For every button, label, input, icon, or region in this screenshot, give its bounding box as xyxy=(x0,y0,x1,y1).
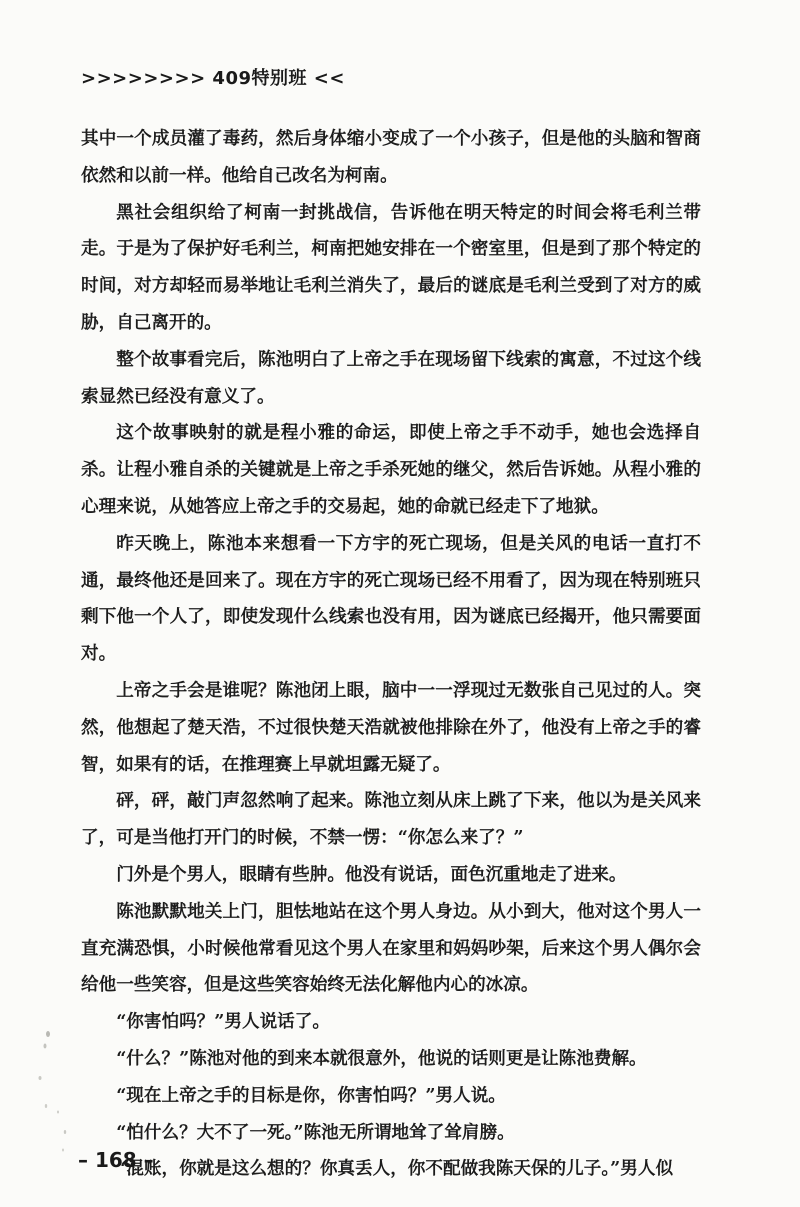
speck xyxy=(39,1076,42,1080)
speck xyxy=(62,1149,64,1152)
paragraph: “现在上帝之手的目标是你，你害怕吗？”男人说。 xyxy=(116,1084,506,1106)
paragraph: 这个故事映射的就是程小雅的命运，即使上帝之手不动手，她也会选择自杀。让程小雅自杀的关键就是上帝之手杀死她的继父，然后告诉她。从程小雅的心理来说，从她答应上帝之手的交易起，她的命就已经走下了地狱。 xyxy=(81,422,701,517)
paragraph: “什么？”陈池对他的到来本就很意外，他说的话则更是让陈池费解。 xyxy=(116,1047,647,1069)
speck xyxy=(46,1031,50,1037)
paragraph: 黑社会组织给了柯南一封挑战信，告诉他在明天特定的时间会将毛利兰带走。于是为了保护好毛利兰，柯南把她安排在一个密室里，但是到了那个特定的时间，对方却轻而易举地让毛利兰消失了，最后的谜底是毛利兰受到了对方的威胁，自己离开的。 xyxy=(81,201,701,333)
paragraph: “混账，你就是这么想的？你真丢人，你不配做我陈天保的儿子。”男人似 xyxy=(116,1158,674,1180)
paragraph: 门外是个男人，眼睛有些肿。他没有说话，面色沉重地走了进来。 xyxy=(116,863,627,885)
body-text xyxy=(81,121,701,1188)
paragraph: “怕什么？大不了一死。”陈池无所谓地耸了耸肩膀。 xyxy=(116,1121,515,1143)
paragraph: 陈池默默地关上门，胆怯地站在这个男人身边。从小到大，他对这个男人一直充满恐惧，小时候他常看见这个男人在家里和妈妈吵架，后来这个男人偶尔会给他一些笑容，但是这些笑容始终无法化解他内心的冰凉。 xyxy=(81,900,701,996)
paragraph: 上帝之手会是谁呢？陈池闭上眼，脑中一一浮现过无数张自己见过的人。突然，他想起了楚天浩，不过很快楚天浩就被他排除在外了，他没有上帝之手的睿智，如果有的话，在推理赛上早就坦露无疑了。 xyxy=(81,679,701,775)
running-header: >>>>>>>> 409特别班 << xyxy=(81,68,345,89)
paragraph: 整个故事看完后，陈池明白了上帝之手在现场留下线索的寓意，不过这个线索显然已经没有意义了。 xyxy=(81,348,701,407)
speck xyxy=(45,1104,47,1108)
speck xyxy=(57,1111,59,1114)
scan-specks xyxy=(30,1020,70,1160)
speck xyxy=(64,1130,66,1134)
paragraph: 昨天晚上，陈池本来想看一下方宇的死亡现场，但是关风的电话一直打不通，最终他还是回来了。现在方宇的死亡现场已经不用看了，因为现在特别班只剩下他一个人了，即使发现什么线索也没有用，因为谜底已经揭开，他只需要面对。 xyxy=(81,532,701,665)
paragraph: “你害怕吗？”男人说话了。 xyxy=(116,1011,330,1033)
paragraph: 其中一个成员灌了毒药，然后身体缩小变成了一个小孩子，但是他的头脑和智商依然和以前一样。他给自己改名为柯南。 xyxy=(81,128,701,186)
speck xyxy=(44,1044,47,1049)
page-number: – 168 – xyxy=(78,1148,154,1172)
paragraph: 砰，砰，敲门声忽然响了起来。陈池立刻从床上跳了下来，他以为是关风来了，可是当他打开门的时候，不禁一愣：“你怎么来了？” xyxy=(81,790,701,849)
